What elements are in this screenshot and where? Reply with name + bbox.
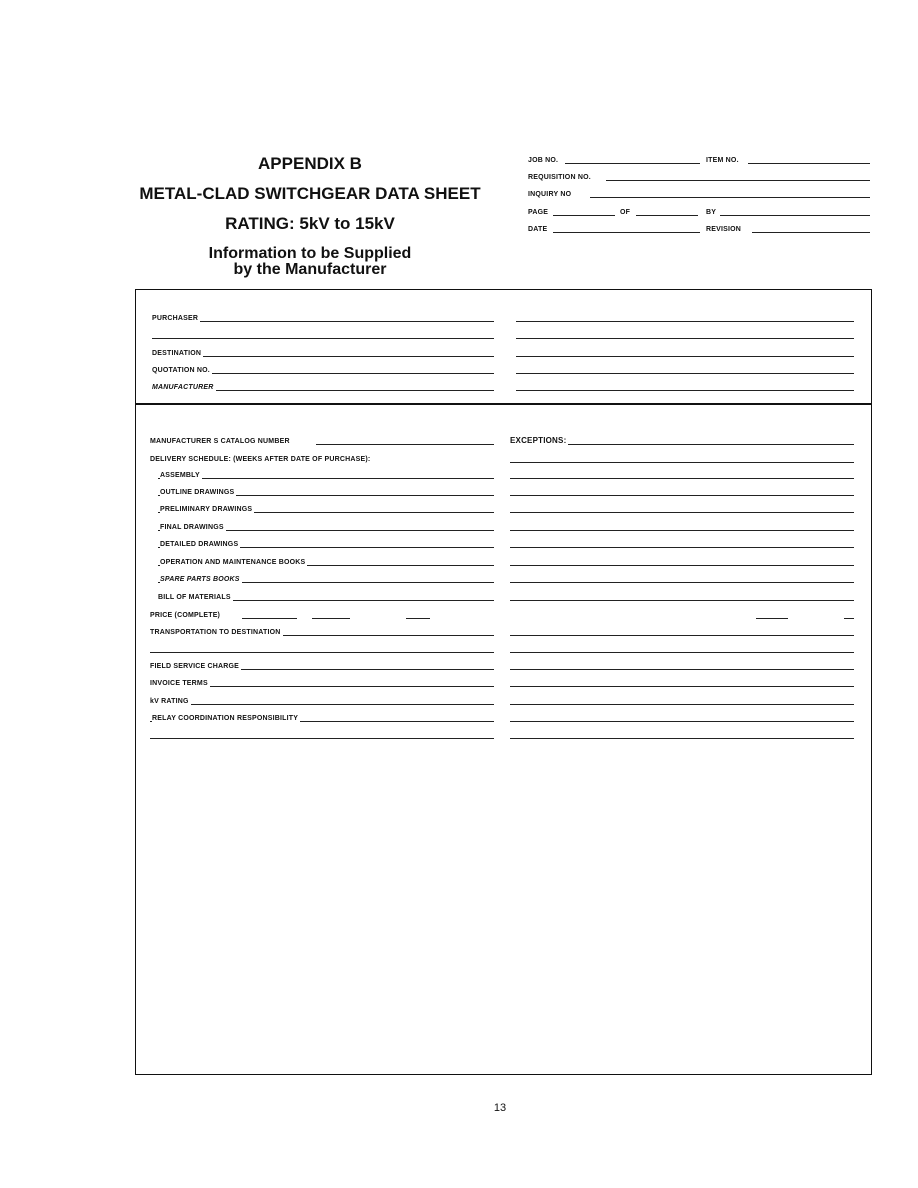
- outline-drawings-label: OUTLINE DRAWINGS: [160, 489, 235, 496]
- invoice-terms-label: INVOICE TERMS: [150, 680, 208, 687]
- appendix-heading: APPENDIX B: [258, 154, 362, 173]
- relay-coordination-label: RELAY COORDINATION RESPONSIBILITY: [152, 715, 299, 722]
- requisition-no-label: REQUISITION NO.: [528, 174, 591, 181]
- job-no-label: JOB NO.: [528, 157, 559, 164]
- quotation-no-label: QUOTATION NO.: [152, 367, 210, 374]
- page-label: PAGE: [528, 209, 549, 216]
- of-label: OF: [620, 209, 631, 216]
- kv-rating-label: kV RATING: [150, 698, 189, 705]
- final-drawings-label: FINAL DRAWINGS: [160, 524, 224, 531]
- date-label: DATE: [528, 226, 548, 233]
- by-label: BY: [706, 209, 717, 216]
- form-box: [135, 289, 872, 1075]
- price-label: PRICE (COMPLETE): [150, 612, 221, 619]
- exceptions-label: EXCEPTIONS:: [510, 436, 567, 445]
- item-no-label: ITEM NO.: [706, 157, 739, 164]
- manufacturer-label: MANUFACTURER: [152, 384, 214, 391]
- info-line-1: Information to be Supplied: [208, 245, 412, 262]
- purchaser-label: PURCHASER: [152, 315, 199, 322]
- preliminary-drawings-label: PRELIMINARY DRAWINGS: [160, 506, 253, 513]
- transportation-label: TRANSPORTATION TO DESTINATION: [150, 629, 281, 636]
- rating-heading: RATING: 5kV to 15kV: [225, 214, 395, 233]
- revision-label: REVISION: [706, 226, 742, 233]
- info-line-2: by the Manufacturer: [233, 261, 387, 278]
- bill-of-materials-label: BILL OF MATERIALS: [158, 594, 231, 601]
- detailed-drawings-label: DETAILED DRAWINGS: [160, 541, 239, 548]
- page-number: 13: [493, 1102, 507, 1114]
- page-title: METAL-CLAD SWITCHGEAR DATA SHEET: [139, 184, 481, 203]
- catalog-number-label: MANUFACTURER S CATALOG NUMBER: [150, 438, 290, 445]
- section-divider: [136, 403, 871, 405]
- destination-label: DESTINATION: [152, 350, 202, 357]
- assembly-label: ASSEMBLY: [160, 472, 200, 479]
- field-service-label: FIELD SERVICE CHARGE: [150, 663, 240, 670]
- spare-parts-books-label: SPARE PARTS BOOKS: [160, 576, 240, 583]
- delivery-schedule-label: DELIVERY SCHEDULE: (WEEKS AFTER DATE OF PURCHASE):: [150, 456, 371, 463]
- inquiry-no-label: INQUIRY NO: [528, 191, 572, 198]
- om-books-label: OPERATION AND MAINTENANCE BOOKS: [160, 559, 306, 566]
